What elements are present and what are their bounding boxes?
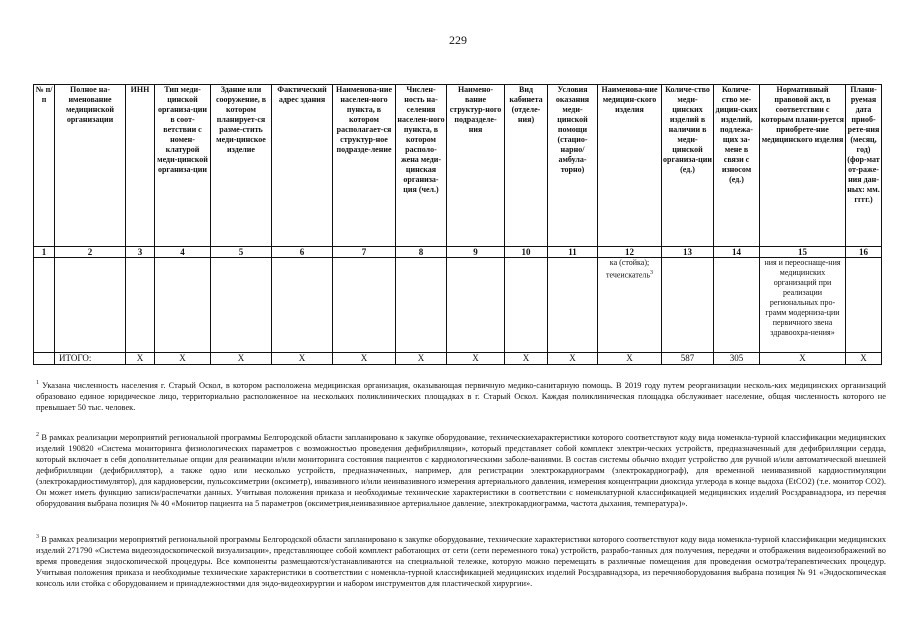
table-cell xyxy=(34,353,55,365)
total-cell: X xyxy=(598,353,662,365)
table-cell xyxy=(714,258,760,353)
header-cell: Наименова-ние медицин-ского изделия xyxy=(598,85,662,247)
total-cell: X xyxy=(333,353,396,365)
column-number: 5 xyxy=(211,247,272,258)
header-cell: Количе-ство ме-дицин-ских изделий, подлежа-щих за-мене в связи с износом (ед.) xyxy=(714,85,760,247)
total-cell: X xyxy=(760,353,846,365)
header-cell: ИНН xyxy=(126,85,155,247)
header-cell: Тип меди-цинской организа-ции в соот-ветствии с номен-клатурой меди-цинской организа-ции xyxy=(155,85,211,247)
total-cell: X xyxy=(846,353,882,365)
table-cell xyxy=(548,258,598,353)
header-cell: Здание или сооружение, в котором планирует-ся разме-стить меди-цинское изделие xyxy=(211,85,272,247)
header-cell: № п/п xyxy=(34,85,55,247)
table-cell xyxy=(396,258,447,353)
footnote-1 xyxy=(36,380,886,413)
header-cell: Количе-ство меди-цинских изделий в наличии в меди-цинской организа-ции (ед.) xyxy=(662,85,714,247)
column-number: 15 xyxy=(760,247,846,258)
footnote-3 xyxy=(36,534,886,589)
total-cell: X xyxy=(272,353,333,365)
table-cell xyxy=(55,258,126,353)
column-number: 9 xyxy=(447,247,505,258)
column-number: 8 xyxy=(396,247,447,258)
column-number: 1 xyxy=(34,247,55,258)
total-cell: X xyxy=(505,353,548,365)
header-cell: Плани-руемая дата приоб-рете-ния (месяц, год) (фор-мат от-раже-ния дан-ных: мм. гггг.) xyxy=(846,85,882,247)
header-cell: Полное на-именование медицинской организации xyxy=(55,85,126,247)
total-cell: X xyxy=(126,353,155,365)
header-cell: Наимено-вание структур-ного подразделе-ния xyxy=(447,85,505,247)
column-number: 12 xyxy=(598,247,662,258)
column-number: 4 xyxy=(155,247,211,258)
legal-act-cell: ния и переоснаще-ния медицинских организаций при реализации региональных про-грамм модерниза-ции первичного звена здравоохра-нения» xyxy=(760,258,846,353)
column-number: 13 xyxy=(662,247,714,258)
page-number: 229 xyxy=(449,33,467,47)
header-cell: Нормативный правовой акт, в соответствии с которым плани-руется приобрете-ние медицинского изделия xyxy=(760,85,846,247)
device-name-text: ка (стойка); течеискатель xyxy=(605,258,651,280)
table-cell xyxy=(155,258,211,353)
table-cell xyxy=(662,258,714,353)
column-number: 16 xyxy=(846,247,882,258)
medical-equipment-table xyxy=(33,84,882,365)
table-cell xyxy=(333,258,396,353)
column-number-row xyxy=(34,247,882,258)
table-cell xyxy=(126,258,155,353)
footnote-text: В рамках реализации мероприятий региональной программы Белгородской области запланировано к закупке оборудование, технические характеристики которого соответствуют коду вида номенкла-турной классификации медицинских изделий 271790 «Система видеоэндоскопической визуализации», представляющее собой комплект работающих от сети (сети переменного тока) устройств, разрабо-танных для получения, передачи и отображения видеоизображений во время проведения эндоскопической процедуры. Все компоненты размещаются/устанавливаются на специальной тележке, которую можно перемещать в различные помещения для проведения осмотра/терапевтических процедур. Учитывая положения приказа и необходимые технические характеристики в соответствии с номенкла-турной классификацией медицинских изделий Росздравнадзора, из перечняоборудования выбрана позиция № 91 «Эндоскопическая консоль или стойка с оборудованием и принадлежностями для эндо-видеохирургии и набором инструментов для пластической хирургии». xyxy=(36,535,887,588)
footnote-mark: 1 xyxy=(36,380,39,387)
total-cell: X xyxy=(548,353,598,365)
total-quantity-cell: 587 xyxy=(662,353,714,365)
total-cell: X xyxy=(211,353,272,365)
header-cell: Фактический адрес здания xyxy=(272,85,333,247)
total-label: ИТОГО: xyxy=(55,353,126,365)
footnote-ref: 3 xyxy=(650,270,654,276)
column-number: 2 xyxy=(55,247,126,258)
footnote-text: В рамках реализации мероприятий региональной программы Белгородской области запланировано к закупке оборудование, техническиехарактеристики которого соответствуют коду вида номенкла-турной классификации медицинских изделий 190820 «Система мониторинга физиологических параметров с возможностью проведения дефибрилляции», который представляет собой комплект электри-ческих устройств, предназначенный для дефибрилляции сердца, который включает в себя дополнительные опции для реанимации и/или мониторинга состояния пациентов с кардиологическими заболе-ваниями. В состав системы обычно входит устройство для ручной и/или автоматической внешней дефибрилляции (дефибриллятор), а также одно или несколько устройств, предназначенных, например, для регистрации электрокардиограмм (электрокардиограф), для временной неинвазивной кардиостимуляции (электрокардиостимулятор), для кардиоверсии, пульсоксиметрии (оксиметр), инвазивного и/или неинвазивного измерения артериального давления, измерения концентрации диоксида углерода в конце выдоха (EtCO2) (т.е. монитор CO2). Он может иметь функцию записи/распечатки данных. Учитывая положения приказа и необходимые технические характеристики в соответствии с номенклатурной классификацией медицинских изделий Росздравнадзора, из перечня оборудования выбрана позиция № 40 «Монитор пациента на 5 параметров (оксиметрия,неинвазивное артериальное давление, электрокардиограмма, частота дыхания, температура)». xyxy=(36,433,886,508)
total-cell: X xyxy=(155,353,211,365)
column-number: 10 xyxy=(505,247,548,258)
total-cell: X xyxy=(396,353,447,365)
device-name-cell xyxy=(598,258,662,353)
footnote-2 xyxy=(36,432,886,509)
table-cell xyxy=(505,258,548,353)
continuation-row xyxy=(34,258,882,353)
table-cell xyxy=(34,258,55,353)
header-cell: Условия оказания меди-цинской помощи (стацио-нарно/ амбула-торно) xyxy=(548,85,598,247)
total-replace-cell: 305 xyxy=(714,353,760,365)
total-row xyxy=(34,353,882,365)
column-number: 3 xyxy=(126,247,155,258)
table-cell xyxy=(846,258,882,353)
total-cell: X xyxy=(447,353,505,365)
table-header-row xyxy=(34,85,882,247)
header-cell: Числен-ность на-селения населен-ного пункта, в котором располо-жена меди-цинская организа-ция (чел.) xyxy=(396,85,447,247)
column-number: 14 xyxy=(714,247,760,258)
column-number: 7 xyxy=(333,247,396,258)
table-cell xyxy=(272,258,333,353)
column-number: 6 xyxy=(272,247,333,258)
header-cell: Вид кабинета (отделе-ния) xyxy=(505,85,548,247)
footnote-mark: 2 xyxy=(36,432,39,439)
table-cell xyxy=(211,258,272,353)
footnote-text: Указана численность населения г. Старый Оскол, в котором расположена медицинская организация, оказывающая первичную медико-санитарную помощь. В 2019 году путем реорганизации несколь-ких медицинских организаций образовано единое юридическое лицо, территориально расположенное на нескольких поликлинических площадках в г. Старый Оскол. Каждая поликлиническая площадка обслуживает население, общая численность которого не превышает 50 тыс. человек. xyxy=(36,381,886,412)
table-cell xyxy=(447,258,505,353)
footnote-mark: 3 xyxy=(36,534,39,541)
column-number: 11 xyxy=(548,247,598,258)
header-cell: Наименова-ние населен-ного пункта, в котором располагает-ся структур-ное подразде-ление xyxy=(333,85,396,247)
